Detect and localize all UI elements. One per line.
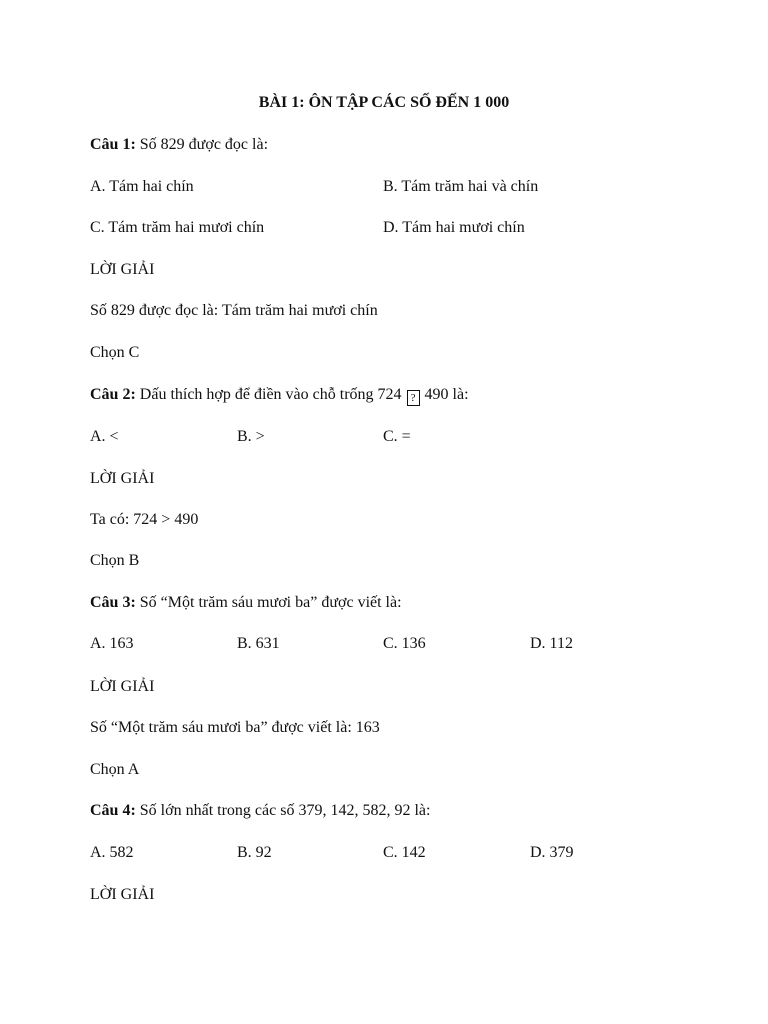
q2-option-a: A. < [90,428,119,445]
q1-solution-heading: LỜI GIẢI [90,261,155,278]
page-title: BÀI 1: ÔN TẬP CÁC SỐ ĐẾN 1 000 [258,94,510,111]
question-2-label: Câu 2: [90,386,136,403]
q3-option-b: B. 631 [237,635,280,652]
q3-answer: Chọn A [90,761,140,778]
question-2-text-after: 490 là: [420,386,469,403]
question-2 [90,385,469,406]
question-1-label: Câu 1: [90,136,136,153]
question-3-text: Số “Một trăm sáu mươi ba” được viết là: [135,594,402,611]
q4-option-a: A. 582 [90,844,134,861]
q1-solution: Số 829 được đọc là: Tám trăm hai mươi chín [90,302,378,319]
q2-option-b: B. > [237,428,265,445]
q3-solution: Số “Một trăm sáu mươi ba” được viết là: 163 [90,719,380,736]
q1-option-a: A. Tám hai chín [90,178,194,195]
question-3 [90,593,402,613]
question-1 [90,135,268,155]
q2-option-c: C. = [383,428,411,445]
q1-option-c: C. Tám trăm hai mươi chín [90,219,265,236]
question-2-text-before: Dấu thích hợp để điền vào chỗ trống 724 [135,386,406,403]
question-4-label: Câu 4: [90,802,136,819]
q4-solution-heading: LỜI GIẢI [90,886,155,903]
q4-option-b: B. 92 [237,844,272,861]
q4-option-d: D. 379 [530,844,574,861]
q4-option-c: C. 142 [383,844,426,861]
question-4-text: Số lớn nhất trong các số 379, 142, 582, 92 là: [135,802,431,819]
q3-solution-heading: LỜI GIẢI [90,678,155,695]
question-3-label: Câu 3: [90,594,136,611]
q1-answer: Chọn C [90,344,140,361]
question-4 [90,801,430,821]
blank-box: ? [407,390,420,406]
q2-answer: Chọn B [90,552,140,569]
q2-solution: Ta có: 724 > 490 [90,511,199,528]
q1-option-d: D. Tám hai mươi chín [383,219,525,236]
q1-option-b: B. Tám trăm hai và chín [383,178,539,195]
q3-option-d: D. 112 [530,635,573,652]
q2-solution-heading: LỜI GIẢI [90,470,155,487]
q3-option-a: A. 163 [90,635,134,652]
question-1-text: Số 829 được đọc là: [135,136,269,153]
q3-option-c: C. 136 [383,635,426,652]
